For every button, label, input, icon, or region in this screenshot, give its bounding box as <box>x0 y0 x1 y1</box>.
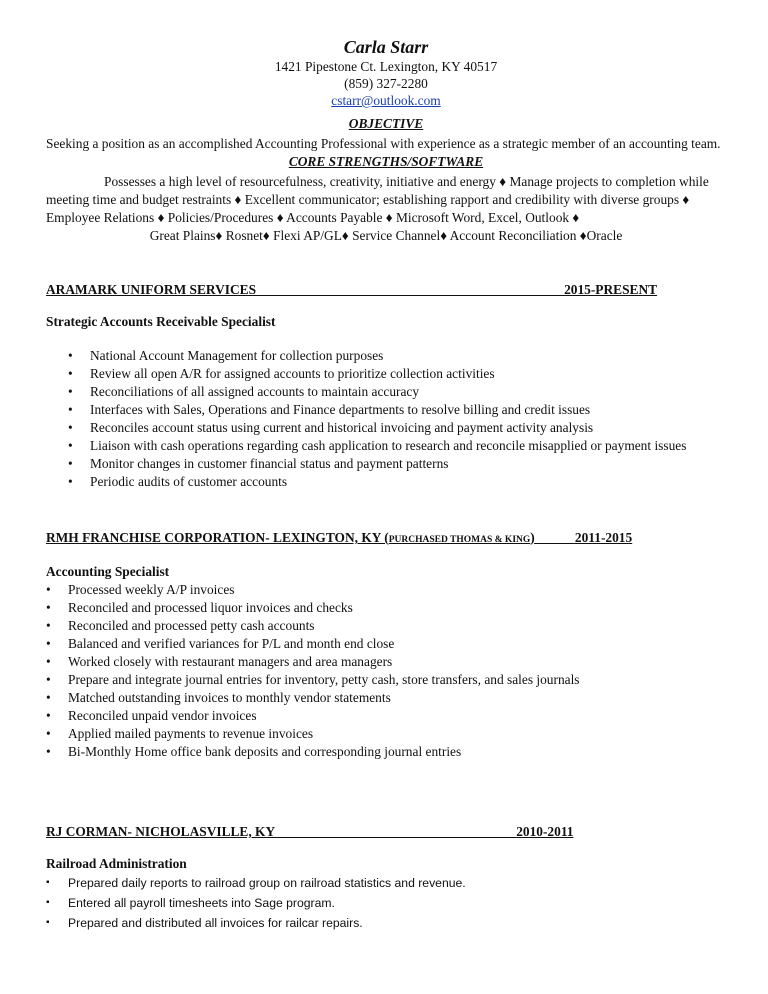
bullet-icon: • <box>46 654 51 669</box>
list-item: • Monitor changes in customer financial status and payment patterns <box>68 456 449 471</box>
bullet-icon: • <box>46 708 51 723</box>
employer-name: RMH FRANCHISE CORPORATION- LEXINGTON, KY ( <box>46 530 389 545</box>
list-item: • Processed weekly A/P invoices <box>46 582 235 597</box>
employment-dates: 2011-2015 <box>574 530 633 545</box>
employer-line <box>46 823 726 841</box>
list-item: ▪ Prepared and distributed all invoices for railcar repairs. <box>46 913 726 933</box>
employment-dates: 2015-PRESENT <box>564 282 658 297</box>
list-item: • Reconciles account status using current and historical invoicing and payment activity analysis <box>68 420 594 435</box>
square-bullet-icon: ▪ <box>46 897 50 908</box>
list-item: • Reconciled and processed petty cash accounts <box>46 618 315 633</box>
job-title: Railroad Administration <box>46 856 187 871</box>
employer-line <box>46 281 726 299</box>
bullet-icon: • <box>46 636 51 651</box>
bullet-icon: • <box>68 366 73 381</box>
job-aramark <box>46 281 726 491</box>
bullet-icon: • <box>46 618 51 633</box>
employer-line: RMH FRANCHISE CORPORATION- LEXINGTON, KY (PURCHASED THOMAS & KING) 2011-2015 <box>46 530 633 545</box>
list-item: • Worked closely with restaurant managers and area managers <box>46 654 393 669</box>
employment-dates: 2010-2011 <box>516 824 574 839</box>
strengths-heading: CORE STRENGTHS/SOFTWARE <box>288 154 484 169</box>
duties-list <box>46 873 726 933</box>
bullet-icon: • <box>68 456 73 471</box>
bullet-icon: • <box>46 600 51 615</box>
job-rmh <box>46 529 726 761</box>
list-item: • Reconciliations of all assigned accounts to maintain accuracy <box>68 384 420 399</box>
employer-rule: ______________________________________________ <box>256 282 565 297</box>
list-item: ▪ Prepared daily reports to railroad group on railroad statistics and revenue. <box>46 873 726 893</box>
square-bullet-icon: ▪ <box>46 877 50 888</box>
bullet-icon: • <box>68 438 73 453</box>
bullet-icon: • <box>68 384 73 399</box>
list-item: • Periodic audits of customer accounts <box>68 474 288 489</box>
bullet-icon: • <box>68 402 73 417</box>
strengths-software-line: Great Plains♦ Rosnet♦ Flexi AP/GL♦ Service Channel♦ Account Reconciliation ♦Oracle <box>149 228 623 243</box>
bullet-icon: • <box>46 726 51 741</box>
list-item: • Prepare and integrate journal entries for inventory, petty cash, store transfers, and sales journals <box>46 672 580 687</box>
list-item: • Liaison with cash operations regarding cash application to research and reconcile misapplied or payment issues <box>68 438 687 453</box>
bullet-icon: • <box>46 582 51 597</box>
bullet-icon: • <box>46 690 51 705</box>
objective-heading: OBJECTIVE <box>348 116 424 131</box>
list-item: • Interfaces with Sales, Operations and Finance departments to resolve billing and credit issues <box>68 402 591 417</box>
bullet-icon: • <box>68 348 73 363</box>
strengths-text: Possesses a high level of resourcefulness, creativity, initiative and energy ♦ Manage projects to completion while meeting time and budget restraints ♦ Excellent communicator; establishing rapport and credibility with diverse groups ♦ Employee Relations ♦ Policies/Procedures ♦ Accounts Payable ♦ Microsoft Word, Excel, Outlook ♦ <box>46 174 709 225</box>
employer-name: ARAMARK UNIFORM SERVICES <box>46 282 257 297</box>
list-item: • Applied mailed payments to revenue invoices <box>46 726 314 741</box>
objective-text: Seeking a position as an accomplished Accounting Professional with experience as a strategic member of an accounting team. <box>46 136 721 151</box>
duties-list <box>46 347 726 491</box>
resume-header <box>46 36 726 109</box>
resume-page <box>46 36 726 933</box>
job-rj-corman <box>46 823 726 933</box>
list-item: • Balanced and verified variances for P/L and month end close <box>46 636 395 651</box>
list-item: • Reconciled and processed liquor invoices and checks <box>46 600 353 615</box>
list-item: ▪ Entered all payroll timesheets into Sage program. <box>46 893 726 913</box>
list-item: • Reconciled unpaid vendor invoices <box>46 708 257 723</box>
list-item: • Bi-Monthly Home office bank deposits and corresponding journal entries <box>46 744 462 759</box>
duties-list <box>46 581 726 761</box>
bullet-icon: • <box>46 744 51 759</box>
phone-number: (859) 327-2280 <box>344 76 428 91</box>
candidate-name: Carla Starr <box>343 37 429 57</box>
employer-name: RJ CORMAN- NICHOLASVILLE, KY <box>46 824 276 839</box>
employer-note: PURCHASED THOMAS & KING <box>388 535 531 545</box>
bullet-icon: • <box>46 672 51 687</box>
list-item: • Review all open A/R for assigned accounts to prioritize collection activities <box>68 366 495 381</box>
square-bullet-icon: ▪ <box>46 917 50 928</box>
bullet-icon: • <box>68 474 73 489</box>
job-title: Strategic Accounts Receivable Specialist <box>46 314 276 329</box>
mailing-address: 1421 Pipestone Ct. Lexington, KY 40517 <box>274 59 498 74</box>
job-title: Accounting Specialist <box>46 564 170 579</box>
email-link[interactable]: cstarr@outlook.com <box>331 93 441 108</box>
bullet-icon: • <box>68 420 73 435</box>
employer-rule: ____________________________________ <box>275 824 517 839</box>
list-item: • National Account Management for collection purposes <box>68 348 384 363</box>
list-item: • Matched outstanding invoices to monthly vendor statements <box>46 690 391 705</box>
